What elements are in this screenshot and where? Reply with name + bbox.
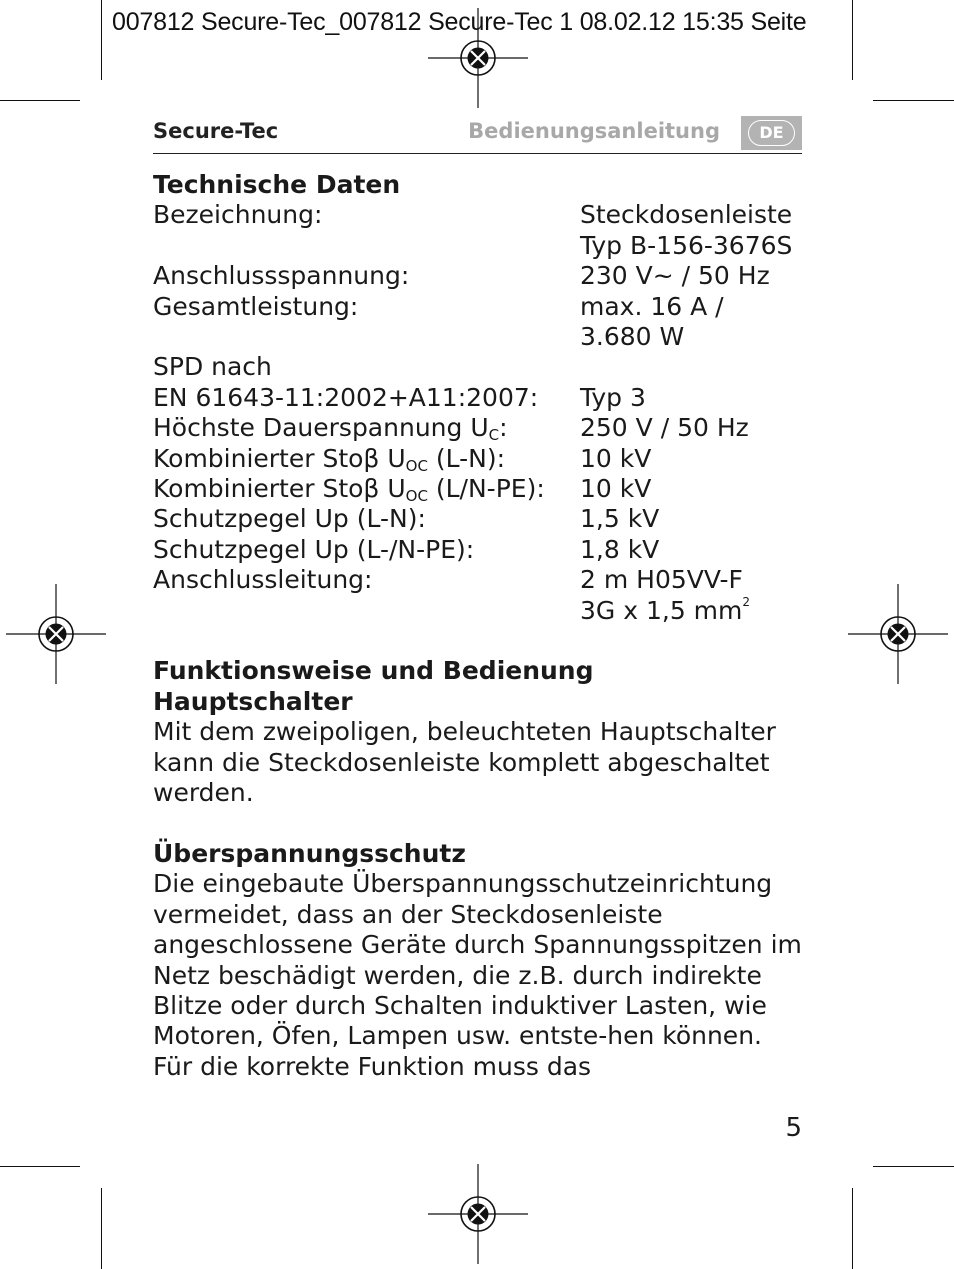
- running-header: [153, 115, 802, 154]
- crop-mark: [852, 1188, 853, 1269]
- spec-value: 250 V / 50 Hz: [580, 413, 749, 443]
- spec-row: [153, 444, 803, 474]
- spec-label: Anschlussleitung:: [153, 565, 373, 595]
- crop-mark: [0, 100, 80, 101]
- spd-line: SPD nach: [153, 352, 272, 382]
- spec-row: [153, 565, 803, 626]
- spec-label: Anschlussspannung:: [153, 261, 410, 291]
- crop-mark: [873, 1166, 954, 1167]
- crop-mark: [0, 1166, 80, 1167]
- spec-value-line: 3G x 1,5 mm: [580, 595, 743, 625]
- spec-value-line: 2 m H05VV-F: [580, 565, 743, 595]
- registration-mark-icon: [428, 1164, 528, 1264]
- print-slug-line: 007812 Secure-Tec_007812 Secure-Tec 1 08.02.12 15:35 Seite: [112, 8, 807, 36]
- crop-mark: [101, 0, 102, 80]
- spec-label-suffix: (L-N):: [427, 443, 506, 473]
- spec-label: Schutzpegel Up (L-N):: [153, 504, 426, 534]
- crop-mark: [873, 100, 954, 101]
- spec-value: 10 kV: [580, 474, 652, 504]
- spec-label-text: Höchste Dauerspannung U: [153, 413, 489, 443]
- spec-row: [153, 474, 803, 504]
- spec-row: [153, 261, 803, 291]
- spec-row: [153, 413, 803, 443]
- header-manual-title: Bedienungsanleitung: [468, 119, 720, 143]
- spec-value: max. 16 A / 3.680 W: [580, 291, 724, 352]
- page-content: [153, 170, 803, 1082]
- superscript: 2: [742, 594, 751, 609]
- spec-label-text: Kombinierter Stoβ U: [153, 443, 406, 473]
- subscript: OC: [405, 487, 428, 506]
- spec-value: Typ 3: [580, 382, 646, 412]
- page-number: 5: [785, 1113, 802, 1143]
- spec-row: [153, 535, 803, 565]
- spec-label: Schutzpegel Up (L-/N-PE):: [153, 534, 475, 564]
- crop-mark: [852, 0, 853, 80]
- language-badge-label: DE: [748, 120, 795, 146]
- spec-label-suffix: (L/N-PE):: [427, 474, 545, 504]
- spec-label-text: Kombinierter Stoβ U: [153, 474, 406, 504]
- spec-label: [153, 444, 580, 474]
- subheading-main-switch: Hauptschalter: [153, 686, 353, 716]
- paragraph-surge-protection: Die eingebaute Überspannungsschutzeinrichtung vermeidet, dass an der Steckdosenleiste angeschlossene Geräte durch Spannungsspitzen im Netz beschädigt werden, die z.B. durch indirekte Blitze oder durch Schalten induktiver Lasten, wie Motoren, Öfen, Lampen usw. entste-hen können. Für die korrekte Funktion muss das: [153, 869, 802, 1081]
- spec-label: EN 61643-11:2002+A11:2007:: [153, 382, 539, 412]
- spec-value: 1,5 kV: [580, 504, 660, 534]
- subscript: OC: [405, 456, 428, 475]
- header-brand: Secure-Tec: [153, 119, 279, 143]
- spec-row: [153, 383, 803, 413]
- subscript: C: [488, 426, 500, 445]
- spec-label-suffix: :: [499, 413, 508, 443]
- registration-mark-icon: [428, 8, 528, 108]
- registration-mark-icon: [848, 584, 948, 684]
- spec-value: [580, 565, 803, 626]
- section-heading-technical-data: Technische Daten: [153, 170, 401, 199]
- spec-value: Steckdosenleiste Typ B-156-3676S: [580, 200, 793, 260]
- spec-row: [153, 200, 803, 261]
- spec-label: [153, 413, 580, 443]
- spec-label: Bezeichnung:: [153, 200, 323, 230]
- paragraph-main-switch: Mit dem zweipoligen, beleuchteten Hauptschalter kann die Steckdosenleiste komplett abgeschaltet werden.: [153, 717, 776, 808]
- spec-label: Gesamtleistung:: [153, 291, 359, 321]
- spec-value: 230 V~ / 50 Hz: [580, 261, 770, 291]
- crop-mark: [101, 1188, 102, 1269]
- spec-label: [153, 474, 580, 504]
- spec-row: [153, 504, 803, 534]
- subheading-surge-protection: Überspannungsschutz: [153, 838, 466, 868]
- registration-mark-icon: [6, 584, 106, 684]
- spec-value: 10 kV: [580, 443, 652, 473]
- spec-row: [153, 292, 803, 353]
- section-heading-operation: Funktionsweise und Bedienung: [153, 656, 594, 686]
- language-badge: [741, 116, 802, 150]
- spec-value: 1,8 kV: [580, 534, 660, 564]
